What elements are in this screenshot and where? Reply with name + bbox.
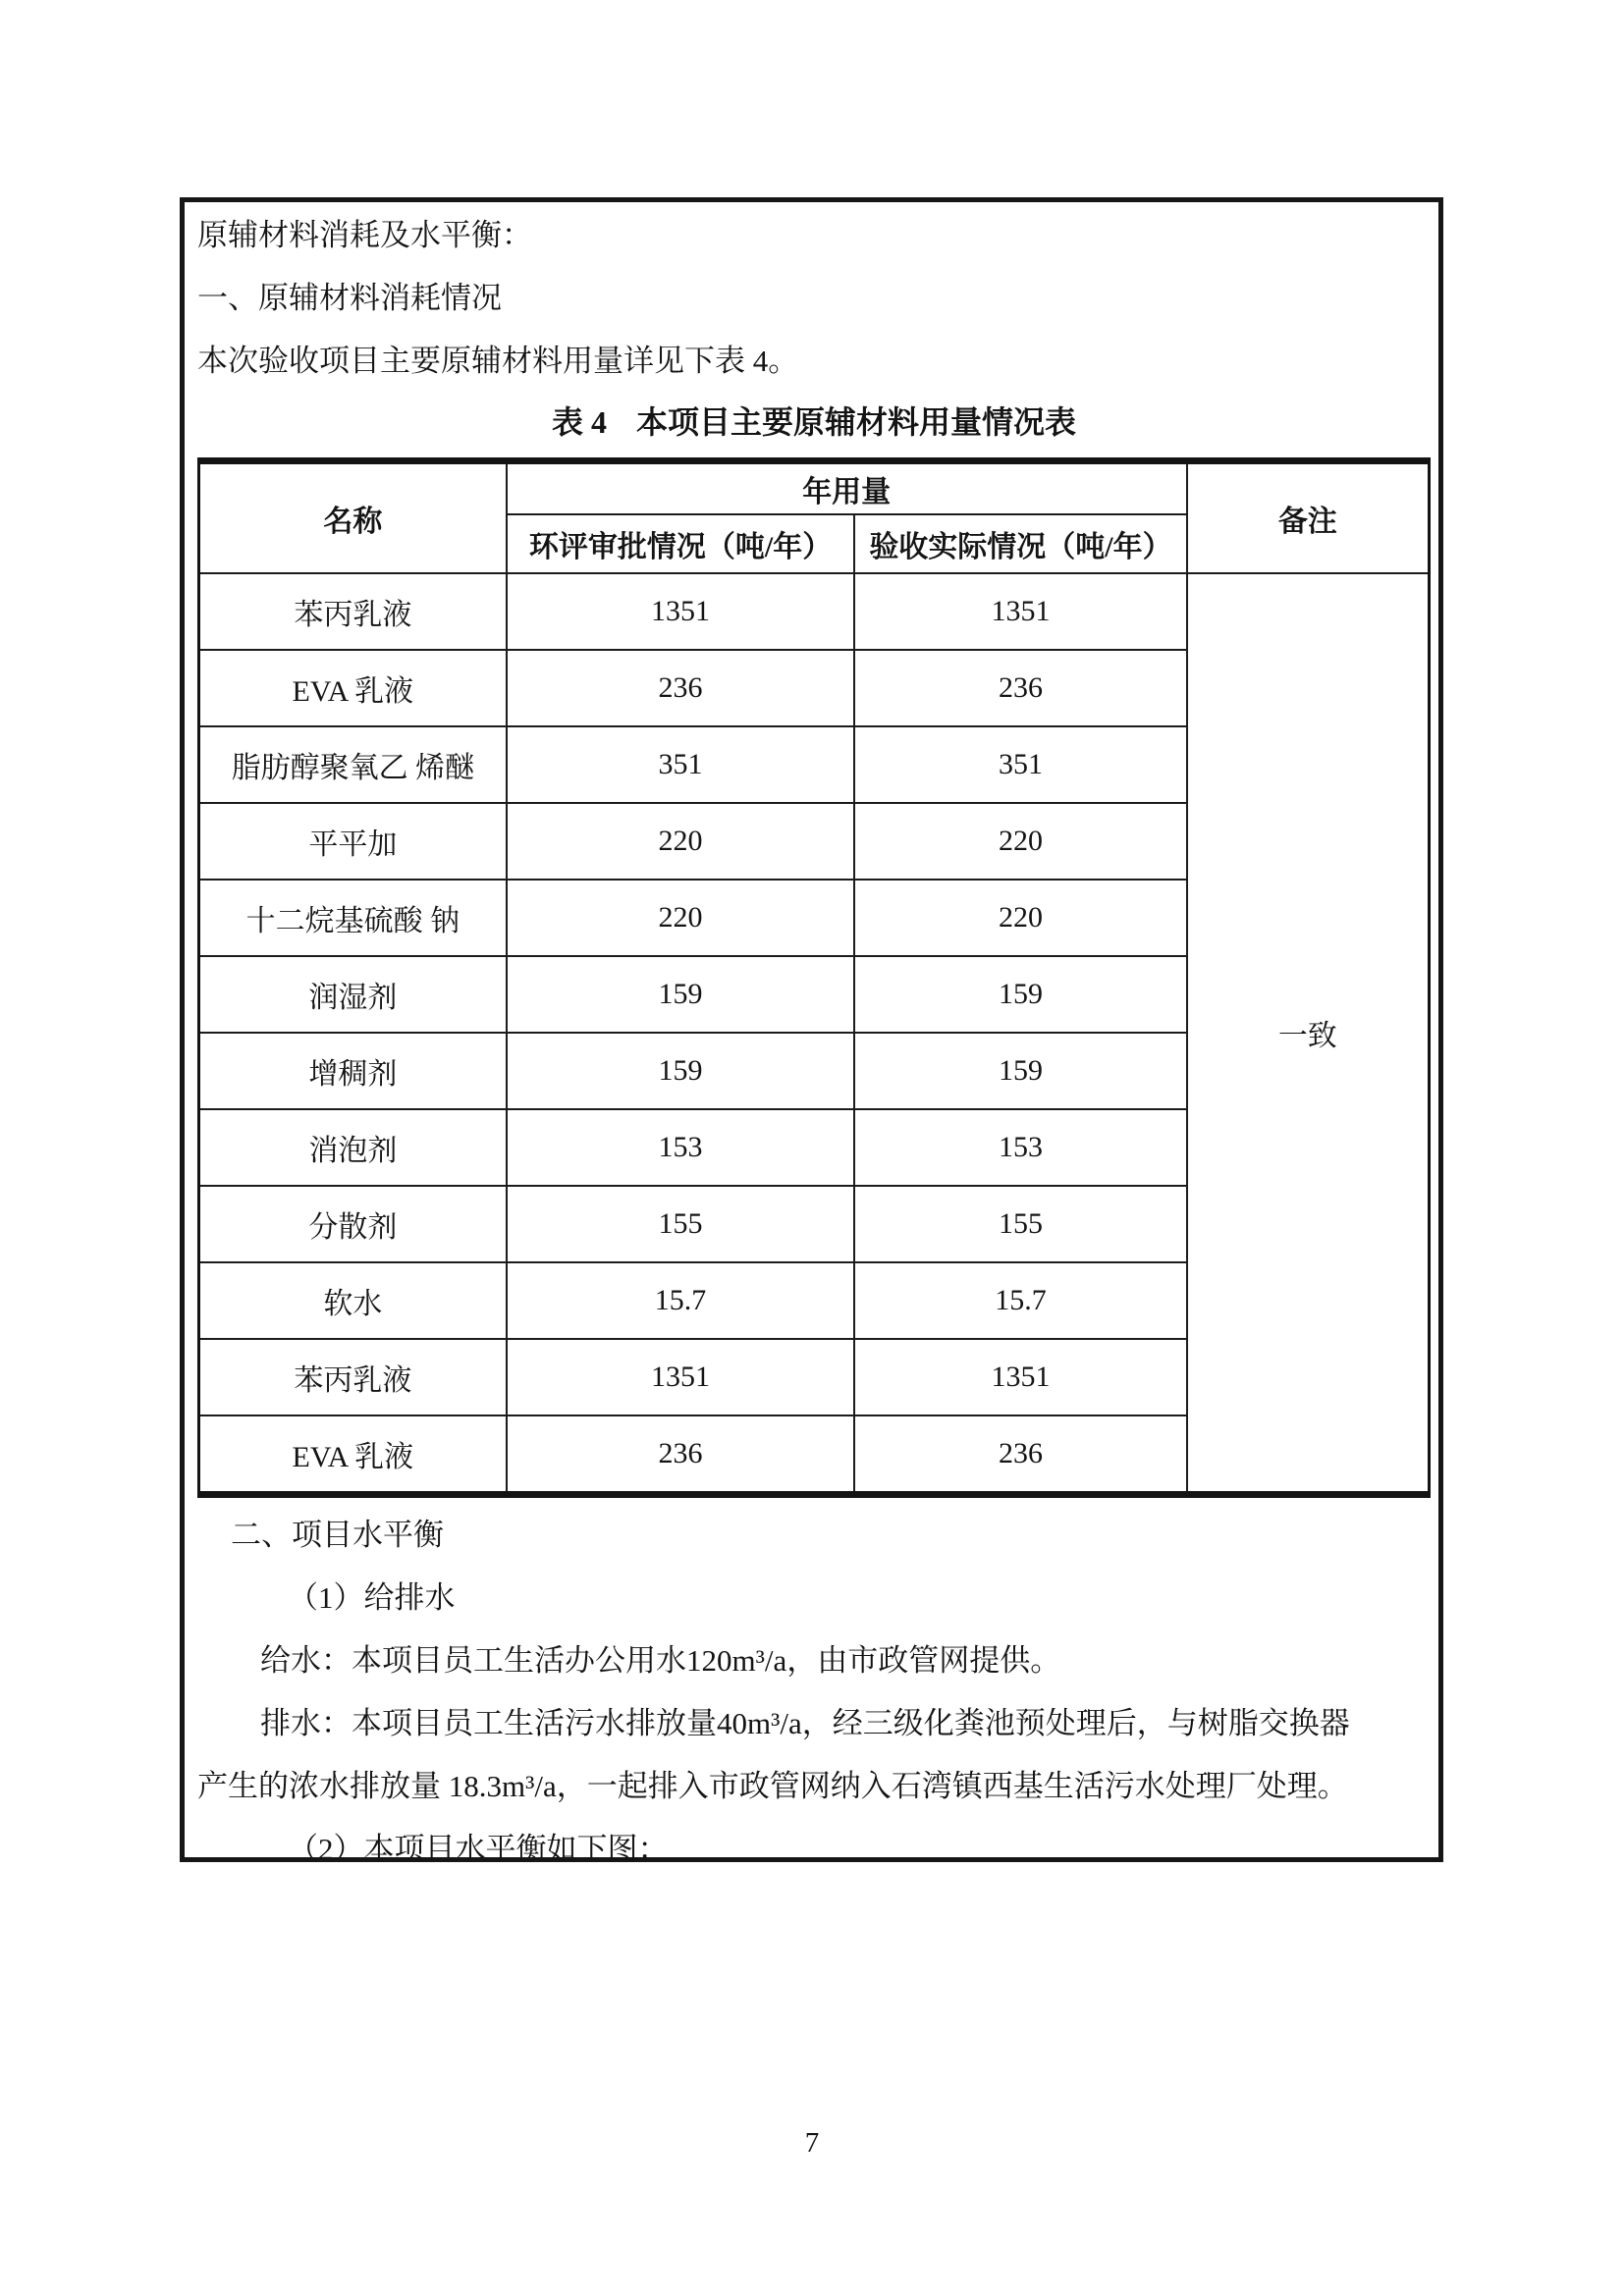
eia-value: 153 xyxy=(507,1109,855,1186)
materials-usage-table xyxy=(197,457,1431,1498)
eia-value: 1351 xyxy=(507,573,855,650)
section-heading-materials-and-water-balance: 原辅材料消耗及水平衡： xyxy=(197,218,532,252)
water-supply-paragraph: 给水：本项目员工生活办公用水120m³/a，由市政管网提供。 xyxy=(260,1643,1061,1678)
content-frame xyxy=(180,197,1443,1866)
actual-value: 153 xyxy=(854,1109,1186,1186)
material-name: EVA 乳液 xyxy=(199,1415,507,1495)
material-name: EVA 乳液 xyxy=(199,650,507,726)
table-title xyxy=(197,393,1431,452)
eia-value: 1351 xyxy=(507,1339,855,1415)
col-header-acceptance-actual: 验收实际情况（吨/年） xyxy=(854,514,1186,573)
actual-value: 1351 xyxy=(854,1339,1186,1415)
water-balance-section xyxy=(197,1504,1431,1881)
col-header-eia-approved: 环评审批情况（吨/年） xyxy=(507,514,855,573)
table-title-text: 本项目主要原辅材料用量情况表 xyxy=(636,404,1077,440)
eia-value: 236 xyxy=(507,1415,855,1495)
table-reference-text: 本次验收项目主要原辅材料用量详见下表 4。 xyxy=(197,344,799,378)
eia-value: 155 xyxy=(507,1186,855,1262)
material-name: 消泡剂 xyxy=(199,1109,507,1186)
actual-value: 220 xyxy=(854,803,1186,880)
material-name: 平平加 xyxy=(199,803,507,880)
subsection-heading-material-consumption: 一、原辅材料消耗情况 xyxy=(197,281,502,315)
eia-value: 351 xyxy=(507,726,855,803)
actual-value: 159 xyxy=(854,1033,1186,1109)
section-2-heading: 二、项目水平衡 xyxy=(231,1518,444,1552)
col-header-name: 名称 xyxy=(199,461,507,574)
material-name: 苯丙乳液 xyxy=(199,573,507,650)
table-row xyxy=(199,573,1430,650)
actual-value: 236 xyxy=(854,650,1186,726)
material-name: 润湿剂 xyxy=(199,956,507,1033)
eia-value: 159 xyxy=(507,956,855,1033)
eia-value: 159 xyxy=(507,1033,855,1109)
eia-value: 220 xyxy=(507,803,855,880)
actual-value: 15.7 xyxy=(854,1262,1186,1339)
subsection-2-1-heading: （1）给排水 xyxy=(288,1580,456,1615)
actual-value: 236 xyxy=(854,1415,1186,1495)
drainage-paragraph-line1: 排水：本项目员工生活污水排放量40m³/a，经三级化粪池预处理后，与树脂交换器 xyxy=(260,1706,1350,1740)
material-name: 脂肪醇聚氧乙 烯醚 xyxy=(199,726,507,803)
actual-value: 159 xyxy=(854,956,1186,1033)
material-name: 增稠剂 xyxy=(199,1033,507,1109)
material-name: 十二烷基硫酸 钠 xyxy=(199,880,507,956)
eia-value: 236 xyxy=(507,650,855,726)
actual-value: 155 xyxy=(854,1186,1186,1262)
eia-value: 15.7 xyxy=(507,1262,855,1339)
material-name: 分散剂 xyxy=(199,1186,507,1262)
actual-value: 351 xyxy=(854,726,1186,803)
table-title-number: 表 4 xyxy=(551,404,607,440)
page-number: 7 xyxy=(804,2127,820,2159)
col-header-remark: 备注 xyxy=(1187,461,1430,574)
eia-value: 220 xyxy=(507,880,855,956)
actual-value: 1351 xyxy=(854,573,1186,650)
remark-merged-cell: 一致 xyxy=(1187,573,1430,1495)
table-header-row-1 xyxy=(199,461,1430,515)
subsection-2-2-heading: （2）本项目水平衡如下图： xyxy=(288,1832,669,1866)
drainage-paragraph-line2: 产生的浓水排放量 18.3m³/a，一起排入市政管网纳入石湾镇西基生活污水处理厂处理。 xyxy=(197,1769,1348,1803)
material-name: 软水 xyxy=(199,1262,507,1339)
material-name: 苯丙乳液 xyxy=(199,1339,507,1415)
actual-value: 220 xyxy=(854,880,1186,956)
col-header-annual-usage: 年用量 xyxy=(507,461,1187,515)
